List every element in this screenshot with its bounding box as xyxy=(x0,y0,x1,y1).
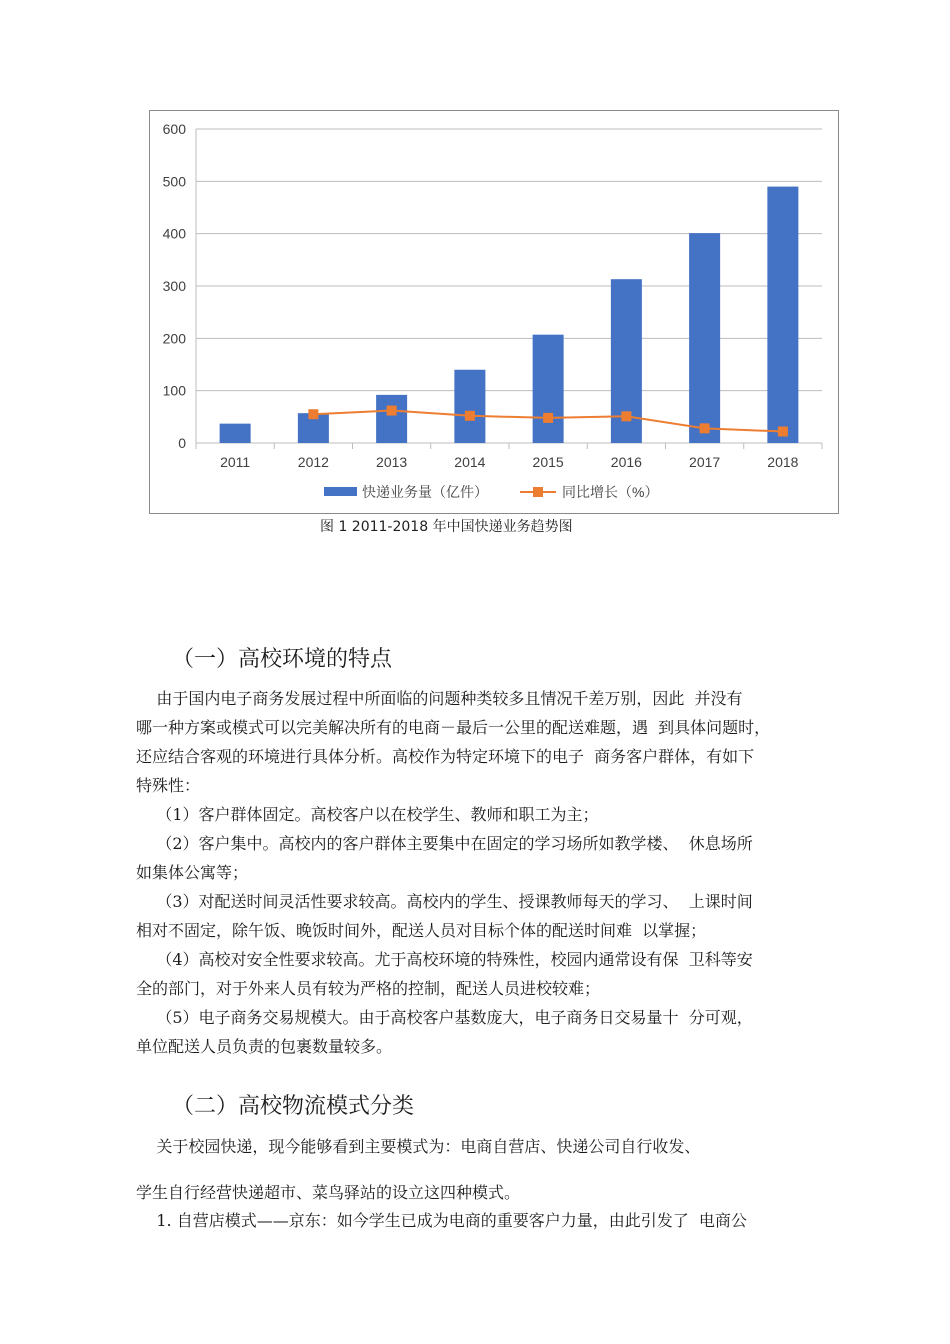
x-tick-label: 2018 xyxy=(767,454,799,470)
section-heading-2: （二）高校物流模式分类 xyxy=(172,1094,415,1119)
body-text-line: 还应结合客观的环境进行具体分析。高校作为特定环境下的电子 商务客户群体，有如下 xyxy=(136,747,755,766)
x-tick-label: 2014 xyxy=(454,454,486,470)
y-tick-label: 300 xyxy=(162,278,186,294)
growth-marker xyxy=(621,411,631,421)
body-text-line: 由于国内电子商务发展过程中所面临的问题种类较多且情况千差万别，因此 并没有 xyxy=(136,689,743,708)
body-text-line: 如集体公寓等； xyxy=(136,863,249,882)
y-tick-label: 0 xyxy=(178,435,186,451)
growth-marker xyxy=(387,406,397,416)
bar-2014 xyxy=(454,370,485,443)
x-tick-label: 2012 xyxy=(297,454,329,470)
y-tick-label: 100 xyxy=(162,382,186,399)
growth-marker xyxy=(700,423,710,433)
body-text-line: （2）客户集中。高校内的客户群体主要集中在固定的学习场所如教学楼、 休息场所 xyxy=(136,834,753,853)
y-tick-label: 200 xyxy=(162,330,186,347)
legend-label-growth: 同比增长（%） xyxy=(562,484,659,500)
bar-2018 xyxy=(767,187,798,443)
growth-marker xyxy=(465,411,475,421)
bar-2013 xyxy=(376,395,407,443)
legend-swatch-marker xyxy=(533,487,543,497)
chart-frame xyxy=(149,110,839,514)
body-text-line: （1）客户群体固定。高校客户以在校学生、教师和职工为主； xyxy=(136,805,599,824)
body-text-line: （5）电子商务交易规模大。由于高校客户基数庞大，电子商务日交易量十 分可观， xyxy=(136,1008,753,1027)
x-tick-label: 2013 xyxy=(376,454,408,470)
section-heading-1: （一）高校环境的特点 xyxy=(172,647,393,672)
paragraph-self-operated-mode: 1. 自营店模式——京东：如今学生已成为电商的重要客户力量，由此引发了 电商公 xyxy=(136,1211,747,1230)
bar-2011 xyxy=(220,424,251,443)
x-tick-label: 2011 xyxy=(220,454,251,470)
figure-caption: 图 1 2011-2018 年中国快递业务趋势图 xyxy=(320,519,573,535)
body-text-line: 哪一种方案或模式可以完美解决所有的电商－最后一公里的配送难题，遇 到具体问题时， xyxy=(136,718,771,737)
body-text-line: 全的部门，对于外来人员有较为严格的控制，配送人员进校较难； xyxy=(136,979,601,998)
body-text-line: （4）高校对安全性要求较高。尤于高校环境的特殊性，校园内通常设有保 卫科等安 xyxy=(136,950,753,969)
body-text-line: 特殊性： xyxy=(136,776,201,795)
growth-marker xyxy=(778,426,788,436)
legend-label-volume: 快递业务量（亿件） xyxy=(362,484,488,500)
body-text-line: 单位配送人员负责的包裹数量较多。 xyxy=(136,1037,393,1056)
y-tick-label: 400 xyxy=(162,225,186,242)
y-tick-label: 500 xyxy=(162,173,186,190)
x-tick-label: 2017 xyxy=(689,454,721,470)
paragraph-four-modes: 学生自行经营快递超市、菜鸟驿站的设立这四种模式。 xyxy=(136,1183,521,1202)
x-tick-label: 2015 xyxy=(532,454,564,470)
x-tick-label: 2016 xyxy=(610,454,642,470)
bar-2017 xyxy=(689,233,720,443)
body-text-line: （3）对配送时间灵活性要求较高。高校内的学生、授课教师每天的学习、 上课时间 xyxy=(136,892,753,911)
bar-2015 xyxy=(533,335,564,443)
paragraph-campus-express-modes: 关于校园快递，现今能够看到主要模式为：电商自营店、快递公司自行收发、 xyxy=(136,1137,701,1156)
express-volume-chart xyxy=(150,111,838,513)
growth-marker xyxy=(308,409,318,419)
growth-marker xyxy=(543,413,553,423)
body-text-line: 相对不固定，除午饭、晚饭时间外，配送人员对目标个体的配送时间难 以掌握； xyxy=(136,921,707,940)
legend-swatch-bar xyxy=(324,487,357,496)
y-tick-label: 600 xyxy=(162,121,186,137)
